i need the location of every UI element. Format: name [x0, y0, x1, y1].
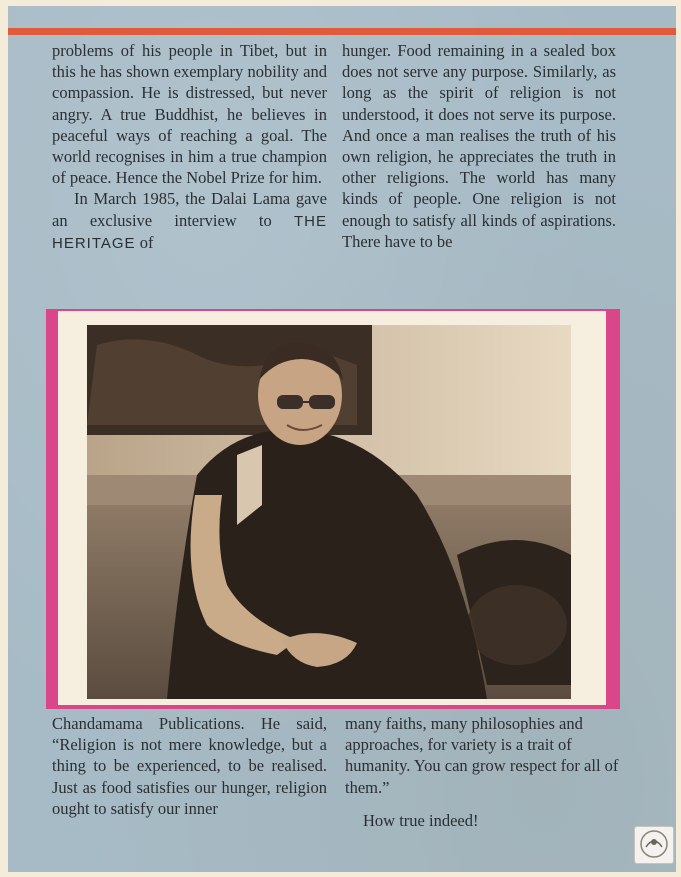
column-top-left	[52, 40, 327, 254]
paragraph-interview	[52, 188, 327, 254]
archive-logo-icon	[634, 826, 674, 864]
closing-line: How true indeed!	[363, 810, 479, 830]
photo	[87, 325, 571, 699]
paragraph: hunger. Food remaining in a sealed box does not serve any purpose. Similarly, as long as the spirit of religion is not understood, it does not serve its purpose. And once a man realises the truth of his own religion, he appreciates the truth in other religions. The world has many kinds of people. One religion is not enough to satisfy all kinds of aspirations. There have to be	[342, 41, 616, 251]
interview-text-a: In March 1985, the Dalai Lama gave an exclusive interview to	[52, 189, 327, 230]
seated-monk-photograph	[87, 325, 571, 699]
interview-text-b: of	[135, 232, 154, 252]
paragraph: problems of his people in Tibet, but in this he has shown exemplary nobility and compassion. He is distressed, but never angry. A true Buddhist, he believes in peaceful ways of reaching a goal. The world recognises in him a true champion of peace. Hence the Nobel Prize for him.	[52, 41, 327, 188]
paragraph: many faiths, many philosophies and approaches, for variety is a trait of humanity. You can grow respect for all of them.”	[345, 714, 619, 797]
paragraph: Chandamama Publications. He said, “Religion is not mere knowledge, but a thing to be experienced, to be realised. Just as food satisfies our hunger, religion ought to satisfy our inner	[52, 714, 327, 818]
top-rule	[8, 28, 676, 35]
column-top-right	[342, 40, 616, 252]
publication-name: THE HERITAGE	[52, 212, 327, 252]
column-bottom-right	[345, 713, 620, 831]
column-bottom-left	[52, 713, 327, 819]
